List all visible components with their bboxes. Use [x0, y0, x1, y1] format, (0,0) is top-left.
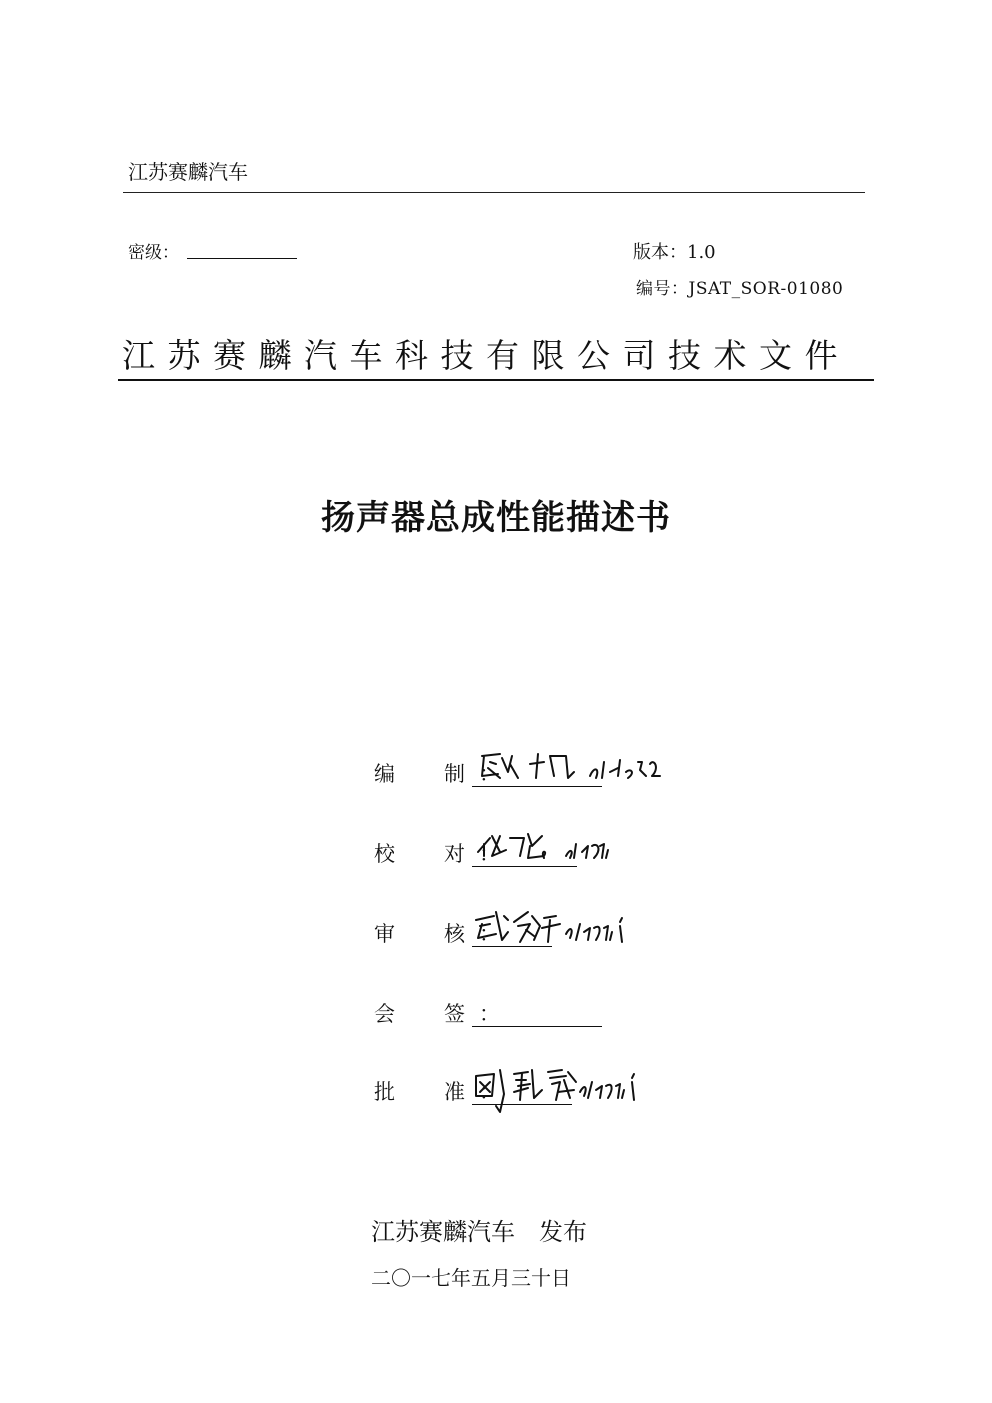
- signature-label: 校 对：: [374, 842, 514, 866]
- signature-label: 会 签：: [374, 1002, 514, 1026]
- publish-date: 二〇一七年五月三十日: [371, 1266, 571, 1290]
- signature-line: [472, 1026, 602, 1027]
- signature-row-compile: [374, 750, 734, 794]
- signature-row-approve: [374, 1068, 734, 1112]
- handwritten-signature: [470, 742, 710, 792]
- signature-row-review: [374, 910, 734, 954]
- handwritten-signature: [470, 902, 710, 958]
- company-header: 江苏赛麟汽车: [128, 160, 248, 184]
- handwritten-signature: [470, 1060, 710, 1126]
- version-label: 版本：1.0: [633, 242, 716, 263]
- secrecy-label: 密级：: [128, 243, 179, 263]
- document-type-rule: [118, 379, 874, 381]
- document-code: 编号：JSAT_SOR-01080: [636, 279, 844, 299]
- signature-row-proofread: [374, 830, 734, 874]
- signature-label: 审 核：: [374, 922, 514, 946]
- document-title: 扬声器总成性能描述书: [321, 498, 671, 538]
- header-rule: [123, 192, 865, 193]
- handwritten-signature: [470, 822, 710, 872]
- signature-row-countersign: [374, 990, 734, 1034]
- secrecy-blank-line: [187, 258, 297, 259]
- document-type-heading: 江苏赛麟汽车科技有限公司技术文件: [122, 336, 850, 375]
- signature-label: 编 制：: [374, 762, 514, 786]
- publisher: 江苏赛麟汽车 发布: [371, 1218, 587, 1246]
- signature-label: 批 准：: [374, 1080, 514, 1104]
